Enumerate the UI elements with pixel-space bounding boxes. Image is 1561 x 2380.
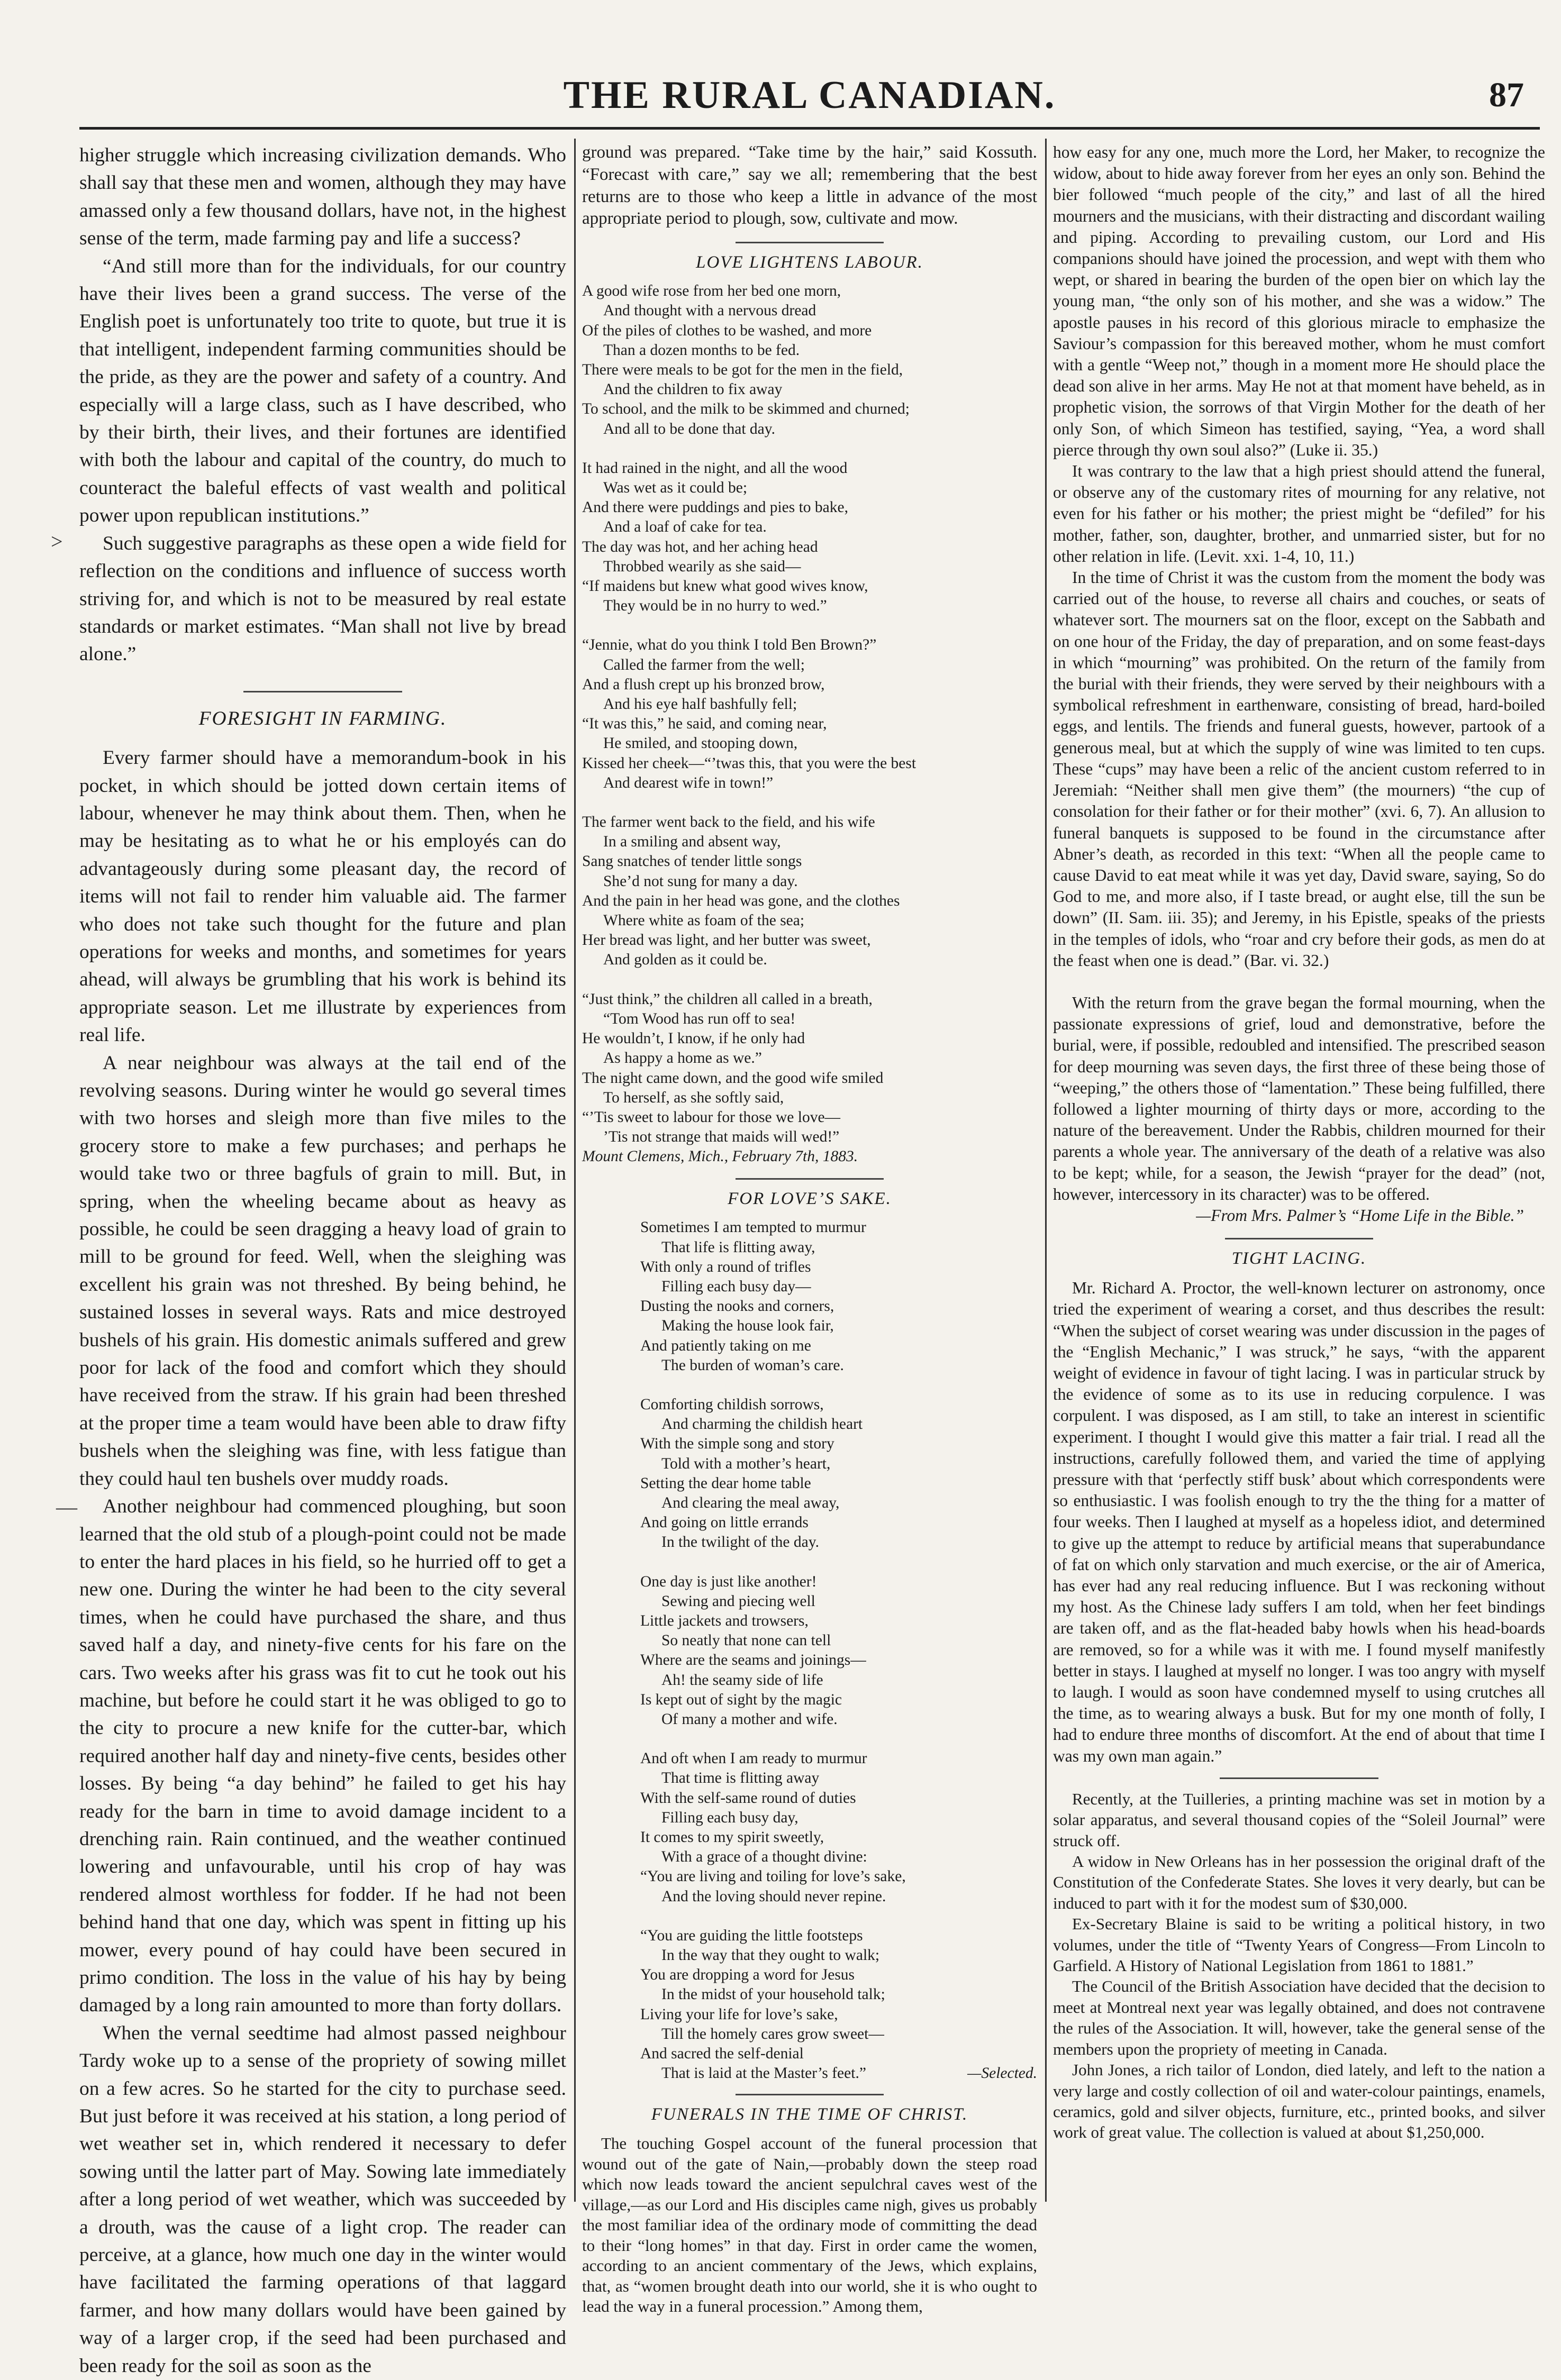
- poem-line: “It was this,” he said, and coming near,: [582, 715, 827, 733]
- poem-line: Than a dozen months to be fed.: [603, 341, 800, 359]
- poem-line: With the simple song and story: [640, 1435, 834, 1453]
- poem-line: Setting the dear home table: [640, 1474, 811, 1492]
- poem-line: A good wife rose from her bed one morn,: [582, 282, 841, 300]
- poem-line: “Just think,” the children all called in a breath,: [582, 990, 873, 1008]
- poem-line: “Jennie, what do you think I told Ben Brown?”: [582, 636, 877, 654]
- paragraph: With the return from the grave began the formal mourning, when the passionate expressions of grief, loud and demonstrative, before the burial, were, if possible, redoubled and intensified. The prescribed season for deep mourning was seven days, the first three of these being those of “weeping,” the others those of “lamentation.” These being fulfilled, there followed a lighter mourning of thirty days or more, according to the nature of the bereavement. Under the Rabbis, children mourned for their parents a whole year. The anniversary of the death of a relative was also to be kept; while, for a season, the Jewish “prayer for the dead” (not, however, intercessory in its character) was to be offered.: [1053, 993, 1545, 1203]
- poem-line: That life is flitting away,: [661, 1238, 815, 1256]
- poem-line: In the way that they ought to walk;: [661, 1947, 880, 1964]
- poem-line: There were meals to be got for the men in the field,: [582, 361, 903, 378]
- paragraph: Such suggestive paragraphs as these open a wide field for reflection on the conditions and influence of success worth striving for, and which is not to be measured by real estate standards or market estimates. “Man shall not live by bread alone.”: [79, 532, 566, 665]
- news-item: The Council of the British Association have decided that the decision to meet at Montreal next year was legally obtained, and does not contravene the rules of the Association. It will, however, take the general sense of the members upon the propriety of meeting in Canada.: [1053, 1977, 1545, 2058]
- poem-line: Sometimes I am tempted to murmur: [640, 1219, 866, 1236]
- poem-line: Where are the seams and joinings—: [640, 1652, 866, 1669]
- paragraph: Mr. Richard A. Proctor, the well-known lecturer on astronomy, once tried the experiment of wearing a corset, and thus describes the result: “When the subject of corset wearing was under discussion in the pages of the “English Mechanic,” I was struck,” he says, “with the apparent weight of evidence in favour of tight lacing. I was in particular struck by the evidence of some as to its use in reducing corpulence. I was corpulent. I was disposed, as I am still, to take an interest in scientific experiment. I thought I would give this matter a fair trial. I read all the instructions, carefully followed them, and varied the time of applying pressure with that ‘perfectly stiff busk’ about which correspondents were so enthusiastic. I was foolish enough to try the the thing for a matter of four weeks. Then I laughed at myself as a hopeless idiot, and determined to give up the attempt to reduce by artificial means that superabundance of fat on which only starvation and much exercise, or the air of America, has ever had any real reducing influence. But I was reckoning without my host. As the Chinese lady suffers I am told, when her feet bindings are taken off, and as the flat-headed baby howls when his head-boards are removed, so for a while was it with me. I found myself manifestly better in stays. I laughed at myself no longer. I was too angry with myself to laugh. I would as soon have condemned myself to using crutches all the time, as to wearing always a busk. But for my one month of folly, I had to endure three months of discomfort. At the end of about that time I was my own man again.”: [1053, 1279, 1545, 1765]
- spacer: [1053, 971, 1545, 992]
- column-rule: [1045, 139, 1047, 2202]
- news-item: John Jones, a rich tailor of London, died lately, and left to the nation a very large and costly collection of oil and water-colour paintings, enamels, ceramics, gold and silver objects, furniture, etc., printed books, and silver work of great value. The collection is valued at about $1,250,000.: [1053, 2060, 1545, 2142]
- margin-mark: —: [56, 1495, 77, 1519]
- poem-line: With the self-same round of duties: [640, 1789, 856, 1807]
- poem-line: And going on little errands: [640, 1514, 809, 1531]
- poem-line: Kissed her cheek—“’twas this, that you were the best: [582, 754, 916, 772]
- poem-line: In the midst of your household talk;: [661, 1986, 885, 2003]
- poem-line: And dearest wife in town!”: [603, 774, 774, 791]
- poem-line: It comes to my spirit sweetly,: [640, 1829, 824, 1846]
- column-rule: [574, 139, 576, 2202]
- stanza-break: [640, 1729, 1037, 1749]
- poem-line: And thought with a nervous dread: [603, 302, 816, 320]
- poem-line: And there were puddings and pies to bake,: [582, 499, 848, 516]
- news-item: Ex-Secretary Blaine is said to be writing a political history, in two volumes, under the title of “Twenty Years of Congress—From Lincoln to Garfield. A History of National Legislation from 1861 to 1881.”: [1053, 1914, 1545, 1975]
- paragraph: It was contrary to the law that a high priest should attend the funeral, or observe any of the customary rites of mourning for any relative, not even for his father or his mother; the priest might be “defiled” for his mother, father, son, daughter, brother, and unmarried sister, but for no other relation in life. (Levit. xxi. 1-4, 10, 11.): [1053, 462, 1545, 566]
- poem-line: In the twilight of the day.: [661, 1534, 819, 1551]
- poem-line: He smiled, and stooping down,: [603, 735, 798, 752]
- section-heading: TIGHT LACING.: [1231, 1249, 1367, 1269]
- poem-line: Living your life for love’s sake,: [640, 2005, 838, 2023]
- poem-line: One day is just like another!: [640, 1573, 817, 1590]
- poem-line: In a smiling and absent way,: [603, 833, 781, 851]
- paragraph: higher struggle which increasing civilization demands. Who shall say that these men and women, although they may have amassed only a few thousand dollars, have not, in the highest sense of the term, made farming pay and life a success?: [79, 144, 566, 250]
- poem-line: Making the house look fair,: [661, 1317, 834, 1335]
- stanza-break: [640, 1375, 1037, 1395]
- poem-line: The burden of woman’s care.: [661, 1356, 844, 1374]
- poem-line: Was wet as it could be;: [603, 479, 748, 497]
- poem-line: Dusting the nooks and corners,: [640, 1298, 834, 1315]
- article-source: —From Mrs. Palmer’s “Home Life in the Bible.”: [1196, 1206, 1524, 1225]
- poem-line: As happy a home as we.”: [603, 1050, 762, 1067]
- paragraph: Every farmer should have a memorandum-book in his pocket, in which should be jotted down certain items of labour, whenever he may think about them. Then, when he may be hesitating as to what he or his employés can do advantageously during some pleasant day, the record of items will not fail to render him valuable aid. The farmer who does not take such thought for the future and plan operations for weeks and months, and sometimes for years ahead, will always be grumbling that his work is behind its appropriate season. Let me illustrate by experiences from real life.: [79, 747, 566, 1046]
- stanza-break: [640, 1907, 1037, 1926]
- poem-line: Called the farmer from the well;: [603, 656, 805, 673]
- poem-line: And clearing the meal away,: [661, 1494, 840, 1511]
- poem-line: Sang snatches of tender little songs: [582, 853, 802, 870]
- poem-line: Told with a mother’s heart,: [661, 1455, 831, 1472]
- poem-line: Is kept out of sight by the magic: [640, 1691, 842, 1708]
- poem-line: “’Tis sweet to labour for those we love—: [582, 1108, 841, 1126]
- poem-line: Of many a mother and wife.: [661, 1710, 838, 1728]
- poem-for-loves-sake: [582, 1218, 1037, 2083]
- poem-line: “If maidens but knew what good wives know,: [582, 578, 868, 595]
- stanza-break: [582, 970, 1037, 990]
- poem-line: “You are guiding the little footsteps: [640, 1927, 863, 1944]
- poem-line: The night came down, and the good wife smiled: [582, 1069, 884, 1087]
- newspaper-title: THE RURAL CANADIAN.: [563, 74, 1056, 117]
- paragraph: how easy for any one, much more the Lord, her Maker, to recognize the widow, about to hide away forever from her eyes an only son. Behind the bier followed “much people of the city,” and last of all the hired mourners and the musicians, with their distracting and discordant wailing and piping. According to prevailing custom, our Lord and His companions should have joined the procession, and wept with them who wept, or shared in bearing the burden of the open bier on which lay the young man, “the only son of his mother, and she was a widow.” The apostle pauses in his record of this glorious miracle to emphasize the Saviour’s compassion for this bereaved mother, whom he must comfort with a gentle “Weep not,” though in a moment more He should place the dead son alive in her arms. May He not at that moment have beheld, as in prophetic vision, the sorrows of that Virgin Mother for the death of her only Son, of which Simeon has testified, saying, “Yea, a word shall pierce through thy own soul also?” (Luke ii. 35.): [1053, 143, 1545, 459]
- poem-line: “Tom Wood has run off to sea!: [603, 1010, 796, 1027]
- poem-line: Throbbed wearily as she said—: [603, 558, 801, 575]
- section-rule: [736, 1178, 884, 1180]
- paragraph: A near neighbour was always at the tail end of the revolving seasons. During winter he would go several times with two horses and sleigh more than five miles to the grocery store to make a few purchases; and perhaps he would take two or three bagfuls of grain to mill. But, in spring, when the wheeling became about as heavy as possible, he could be seen dragging a heavy load of grain to mill to be ground for feed. Well, when the sleighing was excellent his grain was not threshed. By being behind, he sustained losses in several ways. Rats and mice destroyed bushels of his grain. His domestic animals suffered and grew poor for lack of the food and comfort which they should have received from the straw. If his grain had been threshed at the proper time a team would have been able to draw fifty bushels when the sleighing was fine, with less fatigue than they could haul ten bushels over muddy roads.: [79, 1052, 566, 1490]
- poem-line: And charming the childish heart: [661, 1416, 863, 1433]
- stanza-break: [582, 616, 1037, 635]
- poem-line: And oft when I am ready to murmur: [640, 1750, 867, 1767]
- paragraph: ground was prepared. “Take time by the hair,” said Kossuth. “Forecast with care,” say we all; remembering that the best returns are to those who keep a little in advance of the most appropriate period to plough, sow, cultivate and mow.: [582, 143, 1037, 229]
- section-rule: [1225, 1238, 1373, 1239]
- section-rule: [243, 691, 402, 692]
- poem-line: And patiently taking on me: [640, 1337, 811, 1354]
- stanza-break: [582, 439, 1037, 459]
- paragraph: When the vernal seedtime had almost passed neighbour Tardy woke up to a sense of the propriety of sowing millet on a few acres. So he started for the city to purchase seed. But just before it was received at his station, a long period of wet weather set in, which rendered it necessary to defer sowing until the latter part of May. Sowing late immediately after a long period of wet weather, which was succeeded by a drouth, was the cause of a light crop. The reader can perceive, at a glance, how much one day in the winter would have facilitated the farming operations of that laggard farmer, and how many dollars would have been gained by way of a larger crop, if the seed had been purchased and been ready for the soil as soon as the: [79, 2022, 566, 2377]
- margin-mark: >: [51, 530, 63, 553]
- section-heading: FORESIGHT IN FARMING.: [198, 707, 447, 729]
- poem-line: The day was hot, and her aching head: [582, 538, 818, 555]
- poem-line: Where white as foam of the sea;: [603, 912, 805, 929]
- poem-line: Of the piles of clothes to be washed, and more: [582, 322, 872, 339]
- poem-line: With only a round of trifles: [640, 1258, 811, 1275]
- poem-line: And the children to fix away: [603, 381, 783, 398]
- poem-line: And his eye half bashfully fell;: [603, 696, 797, 713]
- poem-byline: Mount Clemens, Mich., February 7th, 1883.: [582, 1148, 858, 1165]
- poem-love-lightens-labour: [582, 281, 1037, 1147]
- poem-title: FOR LOVE’S SAKE.: [728, 1189, 892, 1209]
- poem-line: To school, and the milk to be skimmed and churned;: [582, 400, 910, 418]
- stanza-break: [640, 1553, 1037, 1572]
- poem-line: It had rained in the night, and all the wood: [582, 459, 848, 477]
- poem-line: So neatly that none can tell: [661, 1632, 831, 1649]
- paragraph: “And still more than for the individuals, for our country have their lives been a grand success. The verse of the English poet is unfortunately too trite to quote, but true it is that intelligent, independent farming communities should be the pride, as they are the power and safety of a country. And especially will a large class, such as I have described, who by their birth, their lives, and their fortunes are identified with both the labour and capital of the country, do much to counteract the baleful effects of vast wealth and political power upon republican institutions.”: [79, 255, 566, 527]
- section-heading: FUNERALS IN THE TIME OF CHRIST.: [651, 2105, 968, 2124]
- column-3: [1053, 142, 1545, 2200]
- poem-line: To herself, as she softly said,: [603, 1089, 784, 1106]
- poem-line: Her bread was light, and her butter was sweet,: [582, 932, 871, 949]
- poem-line: Ah! the seamy side of life: [661, 1671, 823, 1689]
- masthead: [79, 63, 1540, 130]
- poem-line: And the loving should never repine.: [661, 1887, 886, 1905]
- poem-line: That time is flitting away: [661, 1770, 820, 1787]
- poem-title: LOVE LIGHTENS LABOUR.: [696, 253, 923, 272]
- poem-byline: —Selected.: [967, 2065, 1037, 2082]
- poem-line: Sewing and piecing well: [661, 1592, 815, 1610]
- poem-line: And a loaf of cake for tea.: [603, 518, 767, 536]
- column-1: [79, 142, 566, 2377]
- section-rule: [736, 2094, 884, 2095]
- paragraph: In the time of Christ it was the custom from the moment the body was carried out of the house, to reverse all chairs and couches, or seats of whatever sort. The mourners sat on the floor, except on the Sabbath and on one hour of the Friday, the day of preparation, and on some feast-days in which “mourning” was prohibited. On the return of the family from the burial with their friends, they were served by their neighbours with a symbolical refreshment in earthenware, consisting of bread, hard-boiled eggs, and lentils. The friends and funeral guests, however, partook of a generous meal, but at which the supply of wine was limited to ten cups. These “cups” may have been a relic of the ancient custom referred to in Jeremiah: “Neither shall men give them” (the mourners) “the cup of consolation for their father or for their mother” (xvi. 6, 7). An allusion to funeral banquets is supposed to be found in the circumstance after Abner’s death, as recorded in this text: “When all the people came to cause David to eat meat while it was yet day, David sware, saying, So do God to me, and more also, if I taste bread, or aught else, till the sun be down” (II. Sam. iii. 35); and Jeremy, in his Epistle, speaks of the priests in the temples of idols, who “roar and cry before their gods, as men do at the feast when one is dead.” (Bar. vi. 32.): [1053, 568, 1545, 970]
- poem-line: And the pain in her head was gone, and the clothes: [582, 892, 900, 909]
- poem-line: With a grace of a thought divine:: [661, 1848, 867, 1866]
- poem-line: And golden as it could be.: [603, 951, 767, 969]
- paragraph: The touching Gospel account of the funeral procession that wound out of the gate of Nain,—probably down the steep road which now leads toward the ancient sepulchral caves west of the village,—as our Lord and His disciples came nigh, gives us probably the most familiar idea of the ordinary mode of committing the dead to their “long homes” in that day. First in order came the women, according to an ancient commentary of the Jews, which explains, that, as “women brought death into our world, she it is who ought to lead the way in a funeral procession.” Among them,: [582, 2134, 1037, 2316]
- poem-line: ’Tis not strange that maids will wed!”: [603, 1128, 840, 1146]
- poem-line: “You are living and toiling for love’s sake,: [640, 1868, 906, 1885]
- poem-line: He wouldn’t, I know, if he only had: [582, 1030, 805, 1047]
- section-rule: [736, 242, 884, 243]
- poem-line: She’d not sung for many a day.: [603, 872, 798, 890]
- poem-line: Filling each busy day—: [661, 1278, 811, 1295]
- poem-line: And all to be done that day.: [603, 420, 775, 437]
- stanza-break: [582, 793, 1037, 813]
- section-rule: [1220, 1777, 1378, 1779]
- poem-line: The farmer went back to the field, and his wife: [582, 814, 875, 831]
- poem-line: They would be in no hurry to wed.”: [603, 597, 827, 615]
- paragraph: Another neighbour had commenced ploughing, but soon learned that the old stub of a plough-point could not be made to enter the hard places in his field, so he hurried off to get a new one. During the winter he had been to the city several times, when he could have purchased the share, and thus saved half a day, and ninety-five cents for his fare on the cars. Two weeks after his grass was fit to cut he took out his machine, but before he could start it he was obliged to go to the city to procure a new knife for the cutter-bar, which required another half day and ninety-five cents, besides other losses. By being “a day behind” he failed to get his hay ready for the barn in time to avoid damage incident to a drenching rain. Rain continued, and the weather continued lowering and unfavourable, until his crop of hay was rendered almost worthless for fodder. If he had not been behind hand that one day, which was spent in fitting up his mower, every pound of hay could have been secured in primo condition. The loss in the value of his hay by being damaged by a long rain amounted to more than forty dollars.: [79, 1496, 566, 2017]
- column-2: [582, 142, 1037, 2316]
- poem-line: And sacred the self-denial: [640, 2045, 804, 2063]
- poem-line: Till the homely cares grow sweet—: [661, 2025, 884, 2042]
- poem-line: You are dropping a word for Jesus: [640, 1966, 855, 1984]
- poem-line: And a flush crept up his bronzed brow,: [582, 676, 825, 693]
- poem-line: Filling each busy day,: [661, 1809, 798, 1826]
- page-number: 87: [1489, 76, 1524, 114]
- poem-line: That is laid at the Master’s feet.”: [661, 2065, 866, 2082]
- news-item: A widow in New Orleans has in her possession the original draft of the Constitution of the Confederate States. She loves it very dearly, but can be induced to part with it for the modest sum of $30,000.: [1053, 1852, 1545, 1912]
- poem-line: Comforting childish sorrows,: [640, 1396, 824, 1413]
- news-item: Recently, at the Tuilleries, a printing machine was set in motion by a solar apparatus, and several thousand copies of the “Soleil Journal” were struck off.: [1053, 1789, 1545, 1850]
- poem-line: Little jackets and trowsers,: [640, 1612, 809, 1629]
